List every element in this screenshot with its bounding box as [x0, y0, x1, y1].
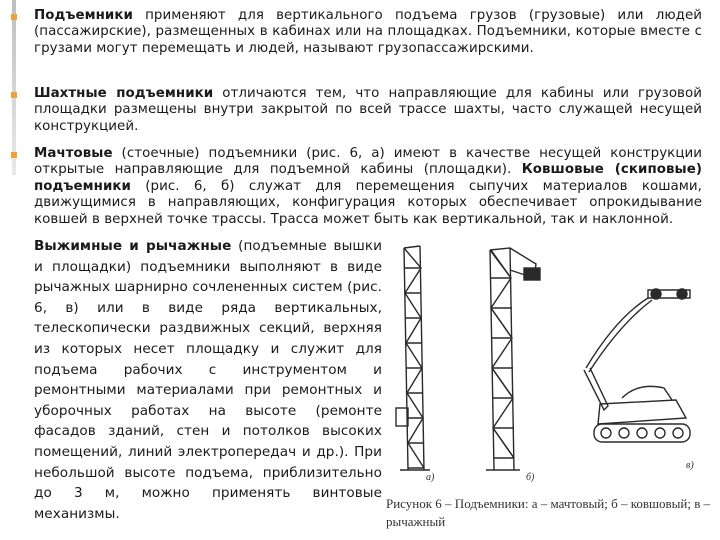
paragraph-lifts [34, 8, 702, 57]
bullet-2 [11, 92, 17, 98]
term-mast-lifts: Мачтовые [34, 146, 113, 161]
bullet-3 [11, 152, 17, 158]
paragraph-lever-lifts [34, 236, 382, 524]
figure-caption: Рисунок 6 – Подъемники: а – мачтовый; б – ковшовый; в – рычажный [386, 496, 711, 529]
label-b: б) [526, 472, 535, 483]
paragraph-lifts-text: применяют для вертикального подъема грузов (грузовые) или людей (пассажирские), размещенных в кабинах или на площадках. Подъемники, которые вместе с грузами могут перемещать и людей, называют грузопассажирскими. [34, 8, 702, 56]
paragraph-bucket-text: (рис. 6, б) служат для перемещения сыпучих материалов кошами, движущимися в направляющих, конфигурация которых обеспечивает опрокидывание ковшей в верхней точке трассы. Трасса может быть как вертикальной, так и наклонной. [34, 178, 702, 227]
paragraph-shaft-lifts [34, 86, 702, 135]
paragraph-mast-text: (стоечные) подъемники (рис. 6, а) имеют в качестве несущей конструкции открытые направляющие для подъемной кабины (площадки). [34, 146, 702, 178]
term-shaft-lifts: Шахтные подъемники [34, 86, 214, 101]
term-lever-lifts: Выжимные и рычажные [34, 238, 232, 254]
mast-lift-drawing [396, 246, 430, 470]
paragraph-lever-text: (подъемные вышки и площадки) подъемники выполняют в виде рычажных шарнирно сочлененных систем (рис. 6, в) или в виде ряда вертикальных, телескопически раздвижных секций, верхняя из которых несет площадку и служит для подъема рабочих с инструментом и ремонтными материалами при ремонтных и уборочных работах на высоте (ремонте фасадов зданий, стен и потолков высоких помещений, линий электропередач и др.). При небольшой высоте подъема, приблизительно до 3 м, можно применять винтовые механизмы. [34, 238, 382, 522]
bucket-lift-drawing [486, 248, 540, 470]
lever-lift-drawing [584, 289, 690, 442]
term-bucket-lifts: Ковшовые (скиповые) подъемники [34, 162, 702, 194]
left-accent-bar [12, 0, 16, 175]
paragraph-shaft-text: отличаются тем, что направляющие для кабины или грузовой площадки размещены внутри закрытой по всей трассе шахты, часто служащей несущей конструкцией. [34, 86, 702, 134]
term-lifts: Подъемники [34, 8, 133, 23]
lifts-illustration [386, 238, 720, 490]
label-c: в) [686, 460, 694, 471]
paragraph-mast-lifts [34, 146, 702, 228]
label-a: а) [426, 472, 435, 483]
bullet-1 [11, 14, 17, 20]
